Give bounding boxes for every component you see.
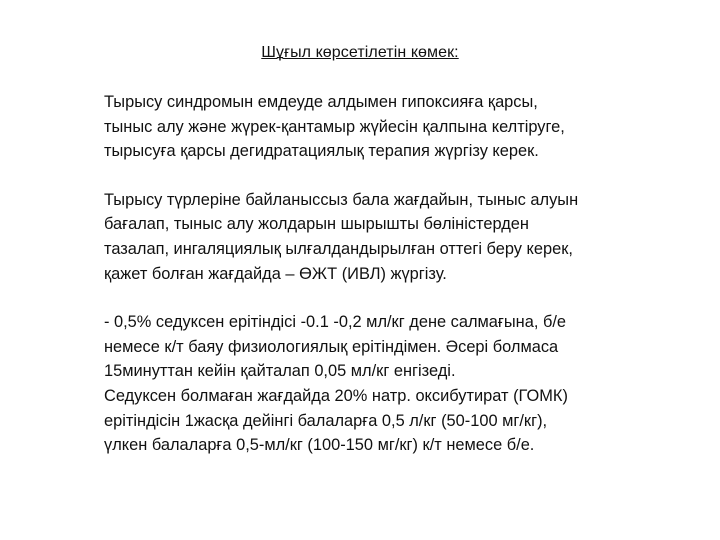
text-line: ерітіндісін 1жасқа дейінгі балаларға 0,5 л/кг (50-100 мг/кг),: [104, 411, 548, 430]
slide-title: Шұғыл көрсетілетін көмек:: [261, 44, 459, 61]
text-line: 15минуттан кейін қайталап 0,05 мл/кг енгізеді.: [104, 362, 456, 381]
text-line: Тырысу синдромын емдеуде алдымен гипоксияға қарсы,: [104, 93, 538, 111]
text-line: қажет болған жағдайда – ӨЖТ (ИВЛ) жүргізу.: [104, 264, 447, 283]
text-line: тырысуға қарсы дегидратациялық терапия жүргізу керек.: [104, 142, 539, 161]
text-line: тыныс алу және жүрек-қантамыр жүйесін қалпына келтіруге,: [104, 117, 565, 136]
text-line: үлкен балаларға 0,5-мл/кг (100-150 мг/кг) к/т немесе б/е.: [104, 436, 535, 455]
text-line: Тырысу түрлеріне байланыссыз бала жағдайын, тыныс алуын: [104, 190, 579, 209]
paragraph-medication-dosage: [104, 310, 664, 458]
text-line: Седуксен болмаған жағдайда 20% натр. оксибутират (ГОМК): [104, 386, 568, 405]
text-line: немесе к/т баяу физиологиялық ерітіндімен. Әсері болмаса: [104, 337, 559, 356]
text-line: тазалап, ингаляциялық ылғалдандырылған оттегі беру керек,: [104, 239, 573, 258]
paragraph-airway-care: [104, 188, 664, 286]
slide-body: [104, 90, 664, 458]
paragraph-treatment-overview: [104, 90, 664, 164]
text-line: бағалап, тыныс алу жолдарын шырышты бөліністерден: [104, 215, 529, 234]
text-line: - 0,5% седуксен ерітіндісі -0.1 -0,2 мл/кг дене салмағына, б/е: [104, 313, 567, 332]
